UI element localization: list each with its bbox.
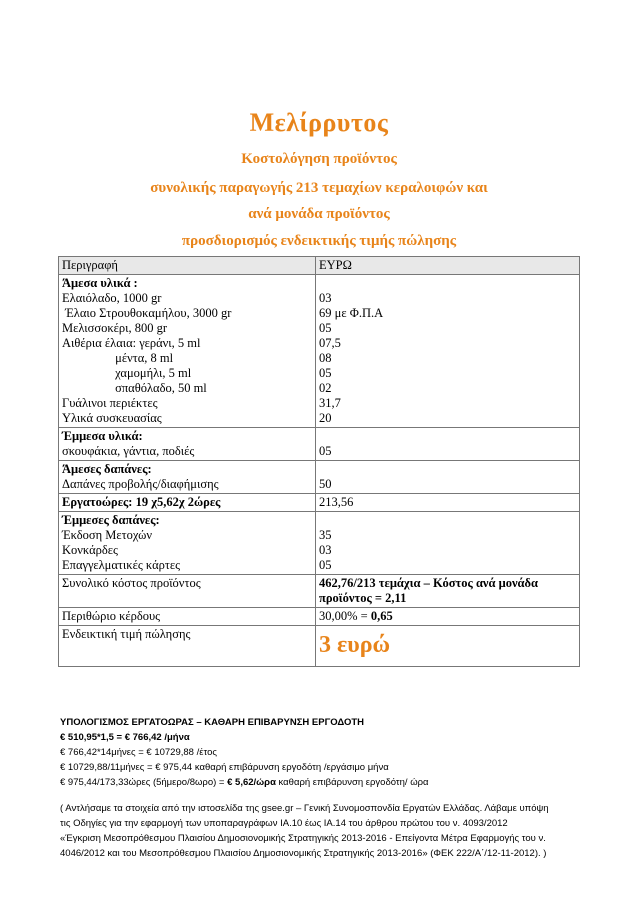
table-row-direct-expenses xyxy=(59,461,580,494)
indirect-expense-value: 05 xyxy=(319,558,332,572)
source-line: «Έγκριση Μεσοπρόθεσμου Πλαισίου Δημοσιονομικής Στρατηγικής 2013-2016 - Επείγοντα Μέτρα Εφαρμογής του ν. xyxy=(60,833,546,844)
direct-material-item: σπαθόλαδο, 50 ml xyxy=(62,381,207,395)
table-row-indirect-expenses xyxy=(59,512,580,575)
direct-materials-items xyxy=(62,291,312,426)
direct-expenses-label: Άμεσες δαπάνες: xyxy=(62,462,152,476)
labour-cost-notes xyxy=(60,715,580,861)
table-row-price xyxy=(59,626,580,667)
subtitle-line-4: προσδιορισμός ενδεικτικής τιμής πώλησης xyxy=(181,233,457,249)
direct-material-item: χαμομήλι, 5 ml xyxy=(62,366,192,380)
source-line: ( Αντλήσαμε τα στοιχεία από την ιστοσελίδα της gsee.gr – Γενική Συνομοσπονδία Εργατών Ελλάδας. Λάβαμε υπόψη xyxy=(60,803,549,814)
direct-material-value: 02 xyxy=(319,381,332,395)
direct-material-value: 31,7 xyxy=(319,396,341,410)
notes-line-4-suffix: καθαρή επιβάρυνση εργοδότη/ ώρα xyxy=(275,777,429,788)
subtitle-line-3: ανά μονάδα προϊόντος xyxy=(248,206,390,222)
document-title: Μελίρρυτος xyxy=(249,108,389,137)
indirect-materials-cell xyxy=(59,428,316,461)
margin-value-cell xyxy=(316,608,580,626)
indirect-materials-item: σκουφάκια, γάντια, ποδιές xyxy=(62,444,195,458)
indirect-expenses-label: Έμμεσες δαπάνες: xyxy=(62,513,160,527)
direct-material-item: Γυάλινοι περιέκτες xyxy=(62,396,158,410)
total-value-line-2: προϊόντος = 2,11 xyxy=(319,591,407,605)
notes-heading: ΥΠΟΛΟΓΙΣΜΟΣ ΕΡΓΑΤΟΩΡΑΣ – ΚΑΘΑΡΗ ΕΠΙΒΑΡΥΝΣΗ ΕΡΓΟΔΟΤΗ xyxy=(60,717,365,728)
indirect-expense-item: Κονκάρδες xyxy=(62,543,118,557)
indirect-expense-item: Επαγγελματικές κάρτες xyxy=(62,558,181,572)
indirect-materials-value-cell xyxy=(316,428,580,461)
cost-table xyxy=(58,256,580,667)
margin-amount: 0,65 xyxy=(370,609,393,623)
total-value-cell xyxy=(316,575,580,608)
direct-material-item: Αιθέρια έλαια: γεράνι, 5 ml xyxy=(62,336,201,350)
source-line: 4046/2012 και του Μεσοπρόθεσμου Πλαισίου Δημοσιονομικής Στρατηγικής 2013-2016» (ΦΕΚ 222/Α΄/12-11-2012). ) xyxy=(60,848,547,859)
source-line: τις Οδηγίες για την εφαρμογή των υποπαραγράφων ΙΑ.10 έως ΙΑ.14 του άρθρου πρώτου του ν. 4093/2012 xyxy=(60,818,508,829)
direct-material-value: 08 xyxy=(319,351,332,365)
direct-material-value: 05 xyxy=(319,366,332,380)
margin-percent: 30,00% = xyxy=(319,609,371,623)
indirect-expenses-cell xyxy=(59,512,316,575)
direct-material-item: Έλαιο Στρουθοκαμήλου, 3000 gr xyxy=(62,306,232,320)
header-euro: ΕΥΡΩ xyxy=(316,257,580,275)
direct-materials-label: Άμεσα υλικά : xyxy=(62,276,138,290)
table-row-margin xyxy=(59,608,580,626)
table-row-labour xyxy=(59,494,580,512)
subtitle-line-1: Κοστολόγηση προϊόντος xyxy=(241,151,397,167)
labour-label: Εργατοώρες: 19 χ5,62χ 2ώρες xyxy=(59,494,316,512)
indirect-materials-value: 05 xyxy=(319,444,332,458)
notes-line-3: € 10729,88/11μήνες = € 975,44 καθαρή επιβάρυνση εργοδότη /εργάσιμο μήνα xyxy=(60,762,389,773)
notes-line-1: € 510,95*1,5 = € 766,42 /μήνα xyxy=(60,732,190,743)
header-description: Περιγραφή xyxy=(59,257,316,275)
direct-material-value: 20 xyxy=(319,411,332,425)
labour-value: 213,56 xyxy=(316,494,580,512)
notes-line-2: € 766,42*14μήνες = € 10729,88 /έτος xyxy=(60,747,217,758)
direct-expenses-cell xyxy=(59,461,316,494)
total-label: Συνολικό κόστος προϊόντος xyxy=(59,575,316,608)
notes-line-4 xyxy=(60,775,580,790)
direct-expenses-item: Δαπάνες προβολής/διαφήμισης xyxy=(62,477,219,491)
price-value: 3 ευρώ xyxy=(319,632,391,658)
table-header-row xyxy=(59,257,580,275)
direct-material-value: 05 xyxy=(319,321,332,335)
table-row-total xyxy=(59,575,580,608)
direct-materials-values xyxy=(316,275,580,428)
table-row-direct-materials xyxy=(59,275,580,428)
direct-material-value: 69 με Φ.Π.Α xyxy=(319,306,384,320)
direct-material-value: 03 xyxy=(319,291,332,305)
direct-expenses-value-cell xyxy=(316,461,580,494)
indirect-expense-value: 03 xyxy=(319,543,332,557)
indirect-expense-item: Έκδοση Μετοχών xyxy=(62,528,153,542)
notes-line-4-prefix: € 975,44/173,33ώρες (5ήμερο/8ωρο) = xyxy=(60,777,228,788)
total-value-line-1: 462,76/213 τεμάχια – Κόστος ανά μονάδα xyxy=(319,576,538,590)
direct-material-item: Ελαιόλαδο, 1000 gr xyxy=(62,291,162,305)
table-row-indirect-materials xyxy=(59,428,580,461)
indirect-materials-label: Έμμεσα υλικά: xyxy=(62,429,143,443)
direct-material-item: Υλικά συσκευασίας xyxy=(62,411,162,425)
margin-label: Περιθώριο κέρδους xyxy=(59,608,316,626)
subtitle-line-2: συνολικής παραγωγής 213 τεμαχίων κεραλοιφών και xyxy=(150,180,488,196)
hourly-cost: € 5,62/ώρα xyxy=(227,777,276,788)
indirect-expense-value: 35 xyxy=(319,528,332,542)
direct-expenses-value: 50 xyxy=(319,477,332,491)
indirect-expenses-values xyxy=(316,512,580,575)
direct-materials-cell xyxy=(59,275,316,428)
direct-material-item: μέντα, 8 ml xyxy=(62,351,174,365)
price-label: Ενδεικτική τιμή πώλησης xyxy=(59,626,316,667)
direct-material-value: 07,5 xyxy=(319,336,341,350)
price-value-cell xyxy=(316,626,580,667)
direct-material-item: Μελισσοκέρι, 800 gr xyxy=(62,321,168,335)
